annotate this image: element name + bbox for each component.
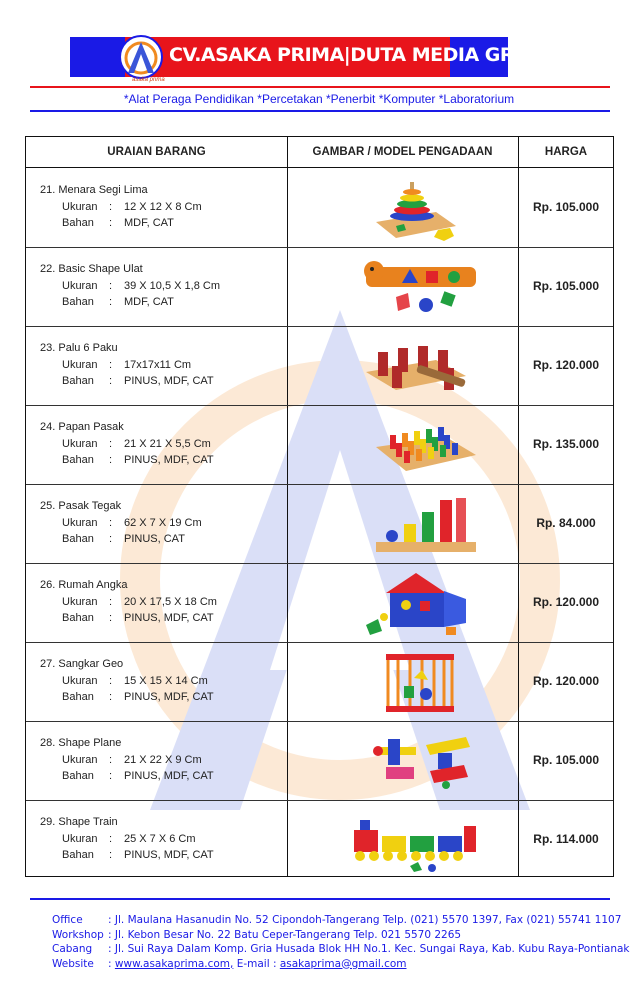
header-gambar-model: GAMBAR / MODEL PENGADAAN: [312, 146, 493, 158]
menara-segi-lima-image: [326, 174, 486, 242]
item-material: Bahan : PINUS, MDF, CAT: [62, 375, 214, 387]
item-material: Bahan : PINUS, MDF, CAT: [62, 454, 214, 466]
item-title: 21. Menara Segi Lima: [40, 184, 148, 196]
rumah-angka-image: [326, 569, 486, 637]
shape-train-image: [326, 806, 486, 874]
palu-6-paku-image: [326, 332, 486, 400]
item-size: Ukuran : 25 X 7 X 6 Cm: [62, 833, 196, 845]
header-harga: HARGA: [544, 146, 588, 158]
footer-contact: [52, 914, 630, 972]
logo-subtext: asaka prima: [132, 77, 165, 83]
table-row: [26, 168, 613, 248]
item-price: Rp. 120.000: [532, 358, 600, 372]
item-price: Rp. 84.000: [536, 516, 596, 530]
item-size: Ukuran : 39 X 10,5 X 1,8 Cm: [62, 280, 220, 292]
papan-pasak-image: [326, 411, 486, 479]
footer-divider: [30, 898, 610, 900]
product-table: [25, 136, 614, 877]
company-name-banner: [125, 37, 559, 77]
table-row: [26, 642, 613, 722]
footer-website: Website : www.asakaprima.com, E-mail : asakaprima@gmail.com: [52, 957, 407, 970]
item-price: Rp. 120.000: [532, 674, 600, 688]
table-row: [26, 800, 613, 879]
header-banner: [70, 37, 559, 83]
footer-office: Office : Jl. Maulana Hasanudin No. 52 Cipondoh-Tangerang Telp. (021) 5570 1397, Fax (021) 55741 1107: [52, 914, 622, 926]
table-row: [26, 405, 613, 485]
table-row: [26, 484, 613, 564]
table-header: [26, 137, 613, 168]
item-material: Bahan : MDF, CAT: [62, 217, 174, 229]
footer-workshop: Workshop : Jl. Kebon Besar No. 22 Batu Ceper-Tangerang Telp. 021 5570 2265: [52, 928, 462, 941]
shape-plane-image: [326, 727, 486, 795]
item-material: Bahan : PINUS, MDF, CAT: [62, 691, 214, 703]
item-price: Rp. 105.000: [532, 753, 600, 767]
item-size: Ukuran : 21 X 21 X 5,5 Cm: [62, 438, 211, 450]
company-logo: [119, 35, 163, 79]
basic-shape-ulat-image: [326, 253, 486, 321]
item-title: 23. Palu 6 Paku: [40, 342, 118, 354]
sangkar-geo-image: [326, 648, 486, 716]
table-row: [26, 721, 613, 801]
company-name: CV.ASAKA PRIMA|DUTA MEDIA GROUP: [169, 44, 559, 66]
item-title: 28. Shape Plane: [40, 737, 122, 749]
header-divider-red: [30, 86, 610, 88]
item-size: Ukuran : 17x17x11 Cm: [62, 359, 192, 371]
table-row: [26, 326, 613, 406]
item-title: 25. Pasak Tegak: [40, 500, 122, 512]
item-price: Rp. 135.000: [532, 437, 600, 451]
item-title: 24. Papan Pasak: [40, 421, 124, 433]
item-title: 27. Sangkar Geo: [40, 658, 124, 670]
item-price: Rp. 114.000: [533, 832, 599, 846]
email-link[interactable]: asakaprima@gmail.com: [279, 957, 407, 970]
item-size: Ukuran : 15 X 15 X 14 Cm: [62, 675, 208, 687]
item-material: Bahan : PINUS, MDF, CAT: [62, 612, 214, 624]
item-size: Ukuran : 20 X 17,5 X 18 Cm: [62, 596, 217, 608]
footer-cabang: Cabang : Jl. Sui Raya Dalam Komp. Gria Husada Blok HH No.1. Kec. Sungai Raya, Kab. Kubu Raya-Pontianak: [52, 943, 630, 955]
header-uraian-barang: URAIAN BARANG: [107, 146, 206, 158]
table-row: [26, 247, 613, 327]
pasak-tegak-image: [326, 490, 486, 558]
item-material: Bahan : PINUS, MDF, CAT: [62, 770, 214, 782]
item-size: Ukuran : 12 X 12 X 8 Cm: [62, 201, 202, 213]
item-size: Ukuran : 21 X 22 X 9 Cm: [62, 754, 202, 766]
item-title: 29. Shape Train: [40, 816, 118, 828]
item-material: Bahan : PINUS, CAT: [62, 533, 185, 545]
item-title: 22. Basic Shape Ulat: [40, 263, 143, 275]
tagline: *Alat Peraga Pendidikan *Percetakan *Penerbit *Komputer *Laboratorium: [123, 92, 515, 106]
item-price: Rp. 105.000: [532, 200, 600, 214]
item-title: 26. Rumah Angka: [40, 579, 128, 591]
item-size: Ukuran : 62 X 7 X 19 Cm: [62, 517, 202, 529]
website-link[interactable]: www.asakaprima.com,: [114, 957, 234, 970]
item-material: Bahan : MDF, CAT: [62, 296, 174, 308]
header-divider-blue: [30, 110, 610, 112]
item-price: Rp. 120.000: [532, 595, 600, 609]
item-price: Rp. 105.000: [532, 279, 600, 293]
item-material: Bahan : PINUS, MDF, CAT: [62, 849, 214, 861]
table-row: [26, 563, 613, 643]
